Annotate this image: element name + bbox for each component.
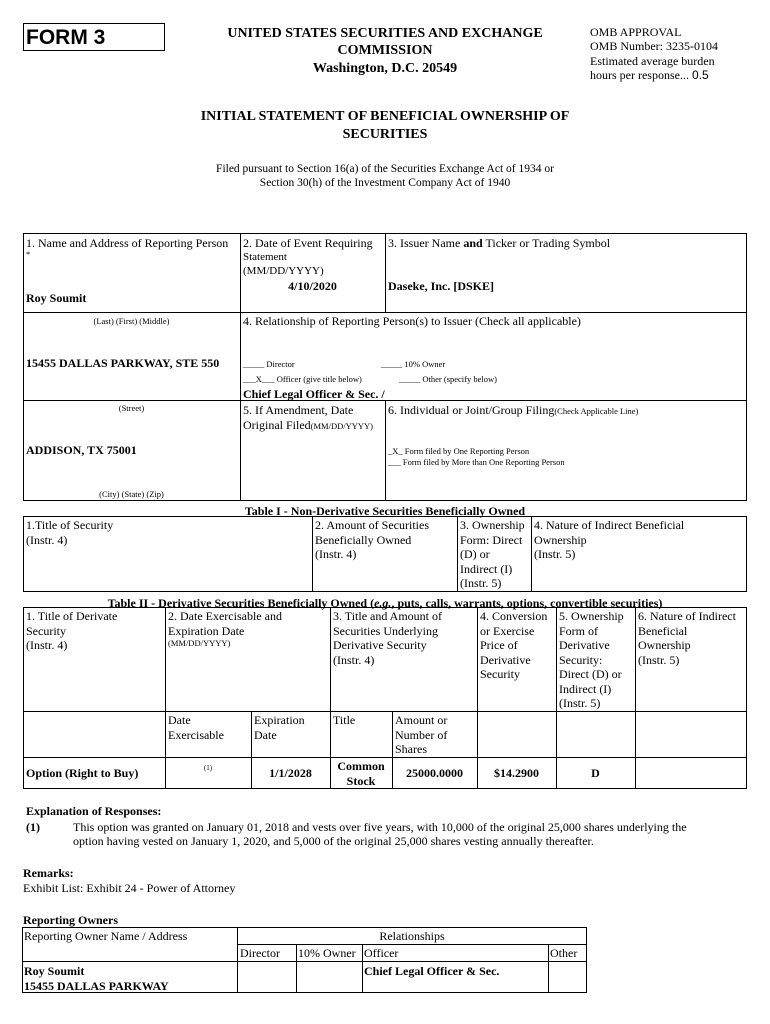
officer-title: Chief Legal Officer & Sec. / <box>243 387 385 401</box>
table2-col3-line: Derivative Security <box>333 638 427 652</box>
table2-col6-header <box>638 609 736 667</box>
grid-divider <box>23 312 747 313</box>
event-date: 4/10/2020 <box>288 279 337 293</box>
box2-label: 2. Date of Event Requiring <box>243 236 373 250</box>
table2-col6-line: (Instr. 5) <box>638 652 680 667</box>
agency-line1: UNITED STATES SECURITIES AND EXCHANGE <box>227 26 543 41</box>
table2-title-suffix: , puts, calls, warrants, options, convertible securities) <box>391 596 663 610</box>
box1-label: 1. Name and Address of Reporting Person <box>26 236 229 250</box>
underlying-title <box>330 759 392 788</box>
table2-col2-line: Expiration Date <box>168 623 245 638</box>
table2-col4-line: Price of <box>480 638 518 652</box>
box2-label: Statement <box>243 251 287 263</box>
ten-percent-option: _____ 10% Owner <box>381 359 446 369</box>
table1-divider <box>312 516 313 592</box>
table1-col3-line: (D) or <box>460 547 490 561</box>
omb-hours-value: 0.5 <box>691 68 709 82</box>
director-option: _____ Director <box>243 359 295 369</box>
table2-divider <box>23 711 747 712</box>
table1-col3-line: Form: Direct <box>460 532 523 547</box>
expiration-date: 1/1/2028 <box>269 766 312 780</box>
table1-col1-line: (Instr. 4) <box>26 532 68 547</box>
table2-col6-line: Ownership <box>638 638 691 652</box>
agency-line2: COMMISSION <box>337 43 433 58</box>
box3-label-suffix: Ticker or Trading Symbol <box>482 236 611 250</box>
agency-line3: Washington, D.C. 20549 <box>312 61 458 76</box>
reporting-person-street: 15455 DALLAS PARKWAY, STE 550 <box>26 356 220 370</box>
sub-amount-line: Amount or <box>395 713 448 727</box>
table1-col4-header <box>534 518 684 562</box>
table2-col1-line: Security <box>26 623 66 638</box>
table2-col4-line: Derivative <box>480 652 531 667</box>
table1-col3-line: Indirect (I) <box>460 561 513 576</box>
table1-col4-line: Ownership <box>534 532 587 547</box>
table2-col4-line: 4. Conversion <box>480 609 548 623</box>
other-option: _____ Other (specify below) <box>399 374 497 384</box>
city-caption: (City) (State) (Zip) <box>99 489 164 499</box>
sub-title: Title <box>333 713 356 727</box>
statement-title-line2: SECURITIES <box>342 127 428 142</box>
reporting-person-name: Roy Soumit <box>26 291 87 305</box>
explanation-text-line1: This option was granted on January 01, 2018 and vests over five years, with 10,000 of the original 25,000 shares underlying the <box>73 820 687 834</box>
table1-col2-line: Beneficially Owned <box>315 532 412 547</box>
table1-divider <box>457 516 458 592</box>
sub-date-exercisable-line: Date <box>168 713 191 727</box>
owners-col-director: Director <box>240 946 280 960</box>
table1-col3-header <box>460 518 525 591</box>
reporting-person-city: ADDISON, TX 75001 <box>26 443 137 457</box>
box3-label <box>388 236 610 251</box>
owners-divider <box>237 944 587 945</box>
table2-title-eg: e.g. <box>374 596 392 610</box>
table2-col5-line: Direct (D) or <box>559 667 622 681</box>
box5-label-small: (MM/DD/YYYY) <box>310 421 374 431</box>
sub-date-exercisable <box>168 713 224 742</box>
table1-col2-header <box>315 518 429 562</box>
underlying-title-line: Stock <box>346 773 376 788</box>
derivative-title: Option (Right to Buy) <box>26 766 139 780</box>
table2-col5-line: Security: <box>559 652 603 667</box>
box5-label-text: Original Filed <box>243 418 311 432</box>
owner-address: 15455 DALLAS PARKWAY <box>24 979 169 993</box>
box4-label: 4. Relationship of Reporting Person(s) to Issuer (Check all applicable) <box>243 314 581 328</box>
sub-amount-line: Number of <box>395 727 448 742</box>
table2-divider <box>556 607 557 789</box>
table2-col4-line: Security <box>480 667 520 681</box>
table1-divider <box>531 516 532 592</box>
box3-label-and: and <box>463 236 483 250</box>
table2-col1-header <box>26 609 117 653</box>
filed-pursuant-line1: Filed pursuant to Section 16(a) of the Securities Exchange Act of 1934 or <box>216 163 554 175</box>
table2-divider <box>635 607 636 789</box>
box3-label-prefix: 3. Issuer Name <box>388 236 464 250</box>
grid-divider <box>240 233 241 501</box>
omb-burden: Estimated average burden <box>590 54 715 68</box>
table1-col1-header <box>26 518 113 547</box>
table2-col2-line: 2. Date Exercisable and <box>168 609 282 623</box>
underlying-amount: 25000.0000 <box>406 766 463 780</box>
grid-divider <box>385 400 386 501</box>
filing-option-multiple: ___ Form filed by More than One Reporting Person <box>388 457 565 467</box>
table2-divider <box>23 757 747 758</box>
remarks-text: Exhibit List: Exhibit 24 - Power of Attorney <box>23 881 236 895</box>
owners-divider <box>22 961 587 962</box>
table1-col3-line: (Instr. 5) <box>460 576 502 590</box>
form-title: FORM 3 <box>26 26 106 49</box>
table1-col3-line: 3. Ownership <box>460 518 525 532</box>
issuer-name: Daseke, Inc. [DSKE] <box>388 279 495 293</box>
reporting-owners-heading: Reporting Owners <box>23 913 118 927</box>
omb-hours-label: hours per response... <box>590 68 689 82</box>
sub-amount-line: Shares <box>395 742 427 756</box>
owners-divider <box>362 944 363 993</box>
filed-pursuant-line2: Section 30(h) of the Investment Company Act of 1940 <box>259 177 511 189</box>
omb-hours <box>590 68 709 83</box>
owners-col-officer: Officer <box>364 946 399 960</box>
owners-col-other: Other <box>550 946 578 960</box>
box2-label: (MM/DD/YYYY) <box>243 265 324 277</box>
box1-footnote: * <box>26 249 31 259</box>
table1-title: Table I - Non-Derivative Securities Beneficially Owned <box>244 504 526 518</box>
table2-col5-line: Derivative <box>559 638 610 652</box>
table2-col5-header <box>559 609 624 711</box>
grid-divider <box>23 400 747 401</box>
table2-col3-header <box>333 609 442 667</box>
table2-col5-line: Form of <box>559 623 598 638</box>
omb-number: OMB Number: 3235-0104 <box>590 39 718 53</box>
table2-divider <box>165 607 166 789</box>
table2-col3-line: (Instr. 4) <box>333 652 375 667</box>
explanation-footnote-number: (1) <box>26 820 40 834</box>
owner-officer-title: Chief Legal Officer & Sec. <box>364 964 500 978</box>
owners-col-relationships: Relationships <box>379 929 445 943</box>
table2-col3-line: 3. Title and Amount of <box>333 609 443 623</box>
table2-divider <box>477 607 478 789</box>
owners-divider <box>296 944 297 993</box>
table2-col5-line: (Instr. 5) <box>559 696 601 710</box>
owners-col-name: Reporting Owner Name / Address <box>24 929 188 943</box>
owners-col-ten-percent: 10% Owner <box>298 946 356 960</box>
table2-col2-header <box>168 609 282 649</box>
owner-name: Roy Soumit <box>24 964 85 978</box>
explanation-heading: Explanation of Responses: <box>26 804 162 818</box>
sub-expiration-line: Date <box>254 727 277 742</box>
explanation-text-line2: option having vested on January 1, 2020, and 5,000 of the original 25,000 shares vesting annually thereafter. <box>73 834 594 848</box>
box5-label <box>243 418 373 433</box>
table1-col4-line: 4. Nature of Indirect Beneficial <box>534 518 685 532</box>
exercise-price: $14.2900 <box>494 766 539 780</box>
box5-label: 5. If Amendment, Date <box>243 403 354 417</box>
table2-col2-small: (MM/DD/YYYY) <box>168 638 231 648</box>
table2-col3-line: Securities Underlying <box>333 623 438 638</box>
sub-date-exercisable-line: Exercisable <box>168 727 224 742</box>
table1-col2-line: (Instr. 4) <box>315 547 357 561</box>
grid-divider <box>385 233 386 313</box>
table2-col1-line: (Instr. 4) <box>26 638 68 652</box>
table1-col2-line: 2. Amount of Securities <box>315 518 429 532</box>
remarks-heading: Remarks: <box>23 866 74 880</box>
statement-title-line1: INITIAL STATEMENT OF BENEFICIAL OWNERSHIP OF <box>200 109 570 124</box>
table1-col4-line: (Instr. 5) <box>534 547 576 561</box>
table2-col5-line: Indirect (I) <box>559 681 612 696</box>
date-exercisable-footnote: (1) <box>203 764 213 772</box>
table2-title-prefix: Table II - Derivative Securities Beneficially Owned ( <box>107 596 375 610</box>
underlying-title-line: Common <box>337 759 385 773</box>
officer-option: ___X___ Officer (give title below) <box>243 374 362 384</box>
name-caption: (Last) (First) (Middle) <box>93 316 170 326</box>
filing-option-one: _X_ Form filed by One Reporting Person <box>388 446 530 456</box>
street-caption: (Street) <box>118 403 145 413</box>
table2-col1-line: 1. Title of Derivate <box>26 609 118 623</box>
sub-amount <box>395 713 447 757</box>
table1-col1-line: 1.Title of Security <box>26 518 114 532</box>
table2-col6-line: 6. Nature of Indirect <box>638 609 736 623</box>
sub-expiration-line: Expiration <box>254 713 305 727</box>
table2-col5-line: 5. Ownership <box>559 609 624 623</box>
sub-expiration <box>254 713 305 742</box>
omb-approval: OMB APPROVAL <box>590 25 682 39</box>
table2-col4-header <box>480 609 547 682</box>
box6-label <box>388 403 638 418</box>
box6-label-text: 6. Individual or Joint/Group Filing <box>388 403 555 417</box>
owners-divider <box>548 944 549 993</box>
table2-col4-line: or Exercise <box>480 623 535 638</box>
table2-col6-line: Beneficial <box>638 623 688 638</box>
ownership-form: D <box>591 766 600 780</box>
box6-label-small: (Check Applicable Line) <box>554 406 639 416</box>
